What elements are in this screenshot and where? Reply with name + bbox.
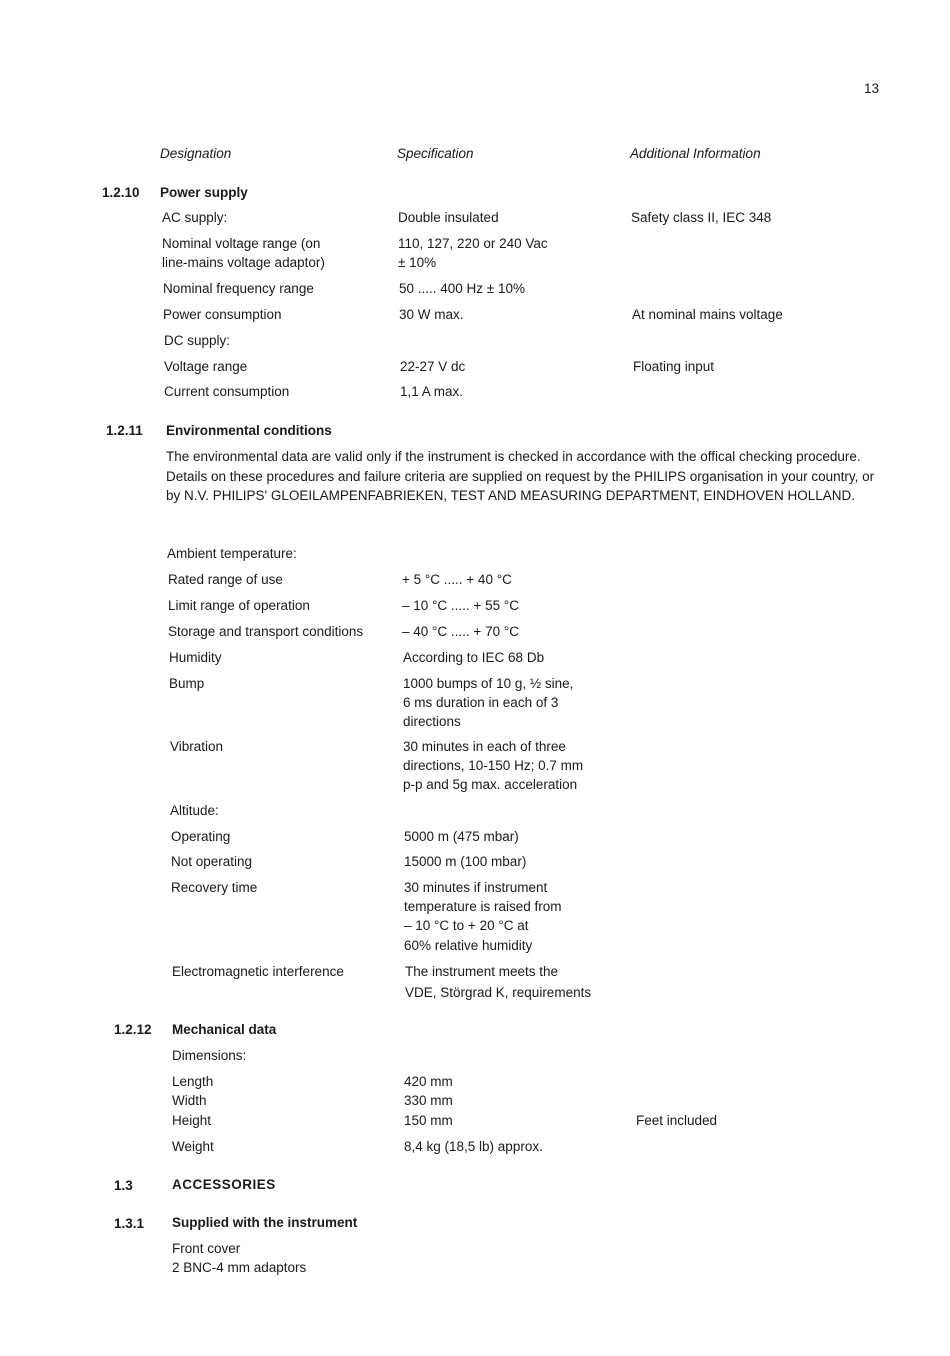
bump-spec-line1: 1000 bumps of 10 g, ½ sine, — [403, 676, 574, 691]
bump-spec-line2: 6 ms duration in each of 3 — [403, 695, 559, 710]
voltage-range-spec: 22-27 V dc — [400, 359, 466, 374]
dimensions-heading: Dimensions: — [172, 1048, 247, 1063]
ac-supply-spec: Double insulated — [398, 210, 499, 225]
environmental-paragraph: The environmental data are valid only if the instrument is checked in accordance with the offical checking procedure. Details on these procedures and failure criteria are supplied on request by the PHILIPS organisation in your country, or by N.V. PHILIPS' GLOEILAMPENFABRIEKEN, TEST AND MEASURING DEPARTMENT, EINDHOVEN HOLLAND. — [166, 449, 875, 503]
storage-conditions-label: Storage and transport conditions — [168, 624, 364, 639]
recovery-time-label: Recovery time — [171, 880, 258, 895]
weight-spec: 8,4 kg (18,5 lb) approx. — [404, 1139, 543, 1154]
operating-altitude-label: Operating — [171, 829, 231, 844]
storage-conditions-spec: – 40 °C ..... + 70 °C — [402, 624, 519, 639]
vibration-spec-line2: directions, 10-150 Hz; 0.7 mm — [403, 758, 584, 773]
limit-range-label: Limit range of operation — [168, 598, 310, 613]
not-operating-altitude-spec: 15000 m (100 mbar) — [404, 854, 527, 869]
recovery-time-spec-line2: temperature is raised from — [404, 899, 562, 914]
width-label: Width — [172, 1093, 207, 1108]
recovery-time-spec-line3: – 10 °C to + 20 °C at — [404, 918, 529, 933]
height-label: Height — [172, 1113, 212, 1128]
header-designation: Designation — [160, 146, 232, 161]
header-additional-information: Additional Information — [630, 146, 761, 161]
accessory-item: Front cover — [172, 1241, 241, 1256]
emi-spec-line2: VDE, Störgrad K, requirements — [405, 985, 592, 1000]
current-consumption-spec: 1,1 A max. — [400, 384, 464, 399]
length-label: Length — [172, 1074, 214, 1089]
section-number: 1.3 — [114, 1178, 133, 1193]
section-number: 1.2.10 — [102, 185, 140, 200]
bump-spec-line3: directions — [403, 714, 461, 729]
section-number: 1.2.11 — [106, 423, 143, 438]
weight-label: Weight — [172, 1139, 214, 1154]
bump-label: Bump — [169, 676, 205, 691]
page-number: 13 — [864, 81, 880, 96]
section-number: 1.3.1 — [114, 1216, 145, 1231]
ambient-temperature-heading: Ambient temperature: — [167, 546, 297, 561]
header-specification: Specification — [397, 146, 474, 161]
section-title: ACCESSORIES — [172, 1177, 276, 1192]
humidity-spec: According to IEC 68 Db — [403, 650, 545, 665]
ac-supply-additional: Safety class II, IEC 348 — [631, 210, 772, 225]
emi-label: Electromagnetic interference — [172, 964, 344, 979]
section-title: Power supply — [160, 185, 248, 200]
not-operating-altitude-label: Not operating — [171, 854, 253, 869]
nominal-voltage-spec-line2: ± 10% — [398, 255, 437, 270]
dc-supply-label: DC supply: — [164, 333, 231, 348]
voltage-range-label: Voltage range — [164, 359, 248, 374]
power-consumption-additional: At nominal mains voltage — [632, 307, 783, 322]
power-consumption-spec: 30 W max. — [399, 307, 464, 322]
rated-range-spec: + 5 °C ..... + 40 °C — [402, 572, 512, 587]
operating-altitude-spec: 5000 m (475 mbar) — [404, 829, 519, 844]
width-spec: 330 mm — [404, 1093, 453, 1108]
vibration-spec-line1: 30 minutes in each of three — [403, 739, 566, 754]
vibration-spec-line3: p-p and 5g max. acceleration — [403, 777, 578, 792]
voltage-range-additional: Floating input — [633, 359, 715, 374]
length-spec: 420 mm — [404, 1074, 453, 1089]
section-number: 1.2.12 — [114, 1022, 152, 1037]
height-additional: Feet included — [636, 1113, 718, 1128]
ac-supply-label: AC supply: — [162, 210, 228, 225]
section-title: Environmental conditions — [166, 423, 332, 438]
section-title: Mechanical data — [172, 1022, 277, 1037]
recovery-time-spec-line1: 30 minutes if instrument — [404, 880, 548, 895]
nominal-frequency-spec: 50 ..... 400 Hz ± 10% — [399, 281, 525, 296]
power-consumption-label: Power consumption — [163, 307, 282, 322]
vibration-label: Vibration — [170, 739, 224, 754]
recovery-time-spec-line4: 60% relative humidity — [404, 938, 533, 953]
emi-spec-line1: The instrument meets the — [405, 964, 559, 979]
nominal-voltage-label-line2: line-mains voltage adaptor) — [162, 255, 325, 270]
nominal-frequency-label: Nominal frequency range — [163, 281, 314, 296]
accessory-item: 2 BNC-4 mm adaptors — [172, 1260, 307, 1275]
current-consumption-label: Current consumption — [164, 384, 290, 399]
section-title: Supplied with the instrument — [172, 1215, 358, 1230]
limit-range-spec: – 10 °C ..... + 55 °C — [402, 598, 519, 613]
height-spec: 150 mm — [404, 1113, 453, 1128]
altitude-heading: Altitude: — [170, 803, 219, 818]
rated-range-label: Rated range of use — [168, 572, 283, 587]
humidity-label: Humidity — [169, 650, 222, 665]
nominal-voltage-spec-line1: 110, 127, 220 or 240 Vac — [398, 236, 548, 251]
nominal-voltage-label-line1: Nominal voltage range (on — [162, 236, 321, 251]
